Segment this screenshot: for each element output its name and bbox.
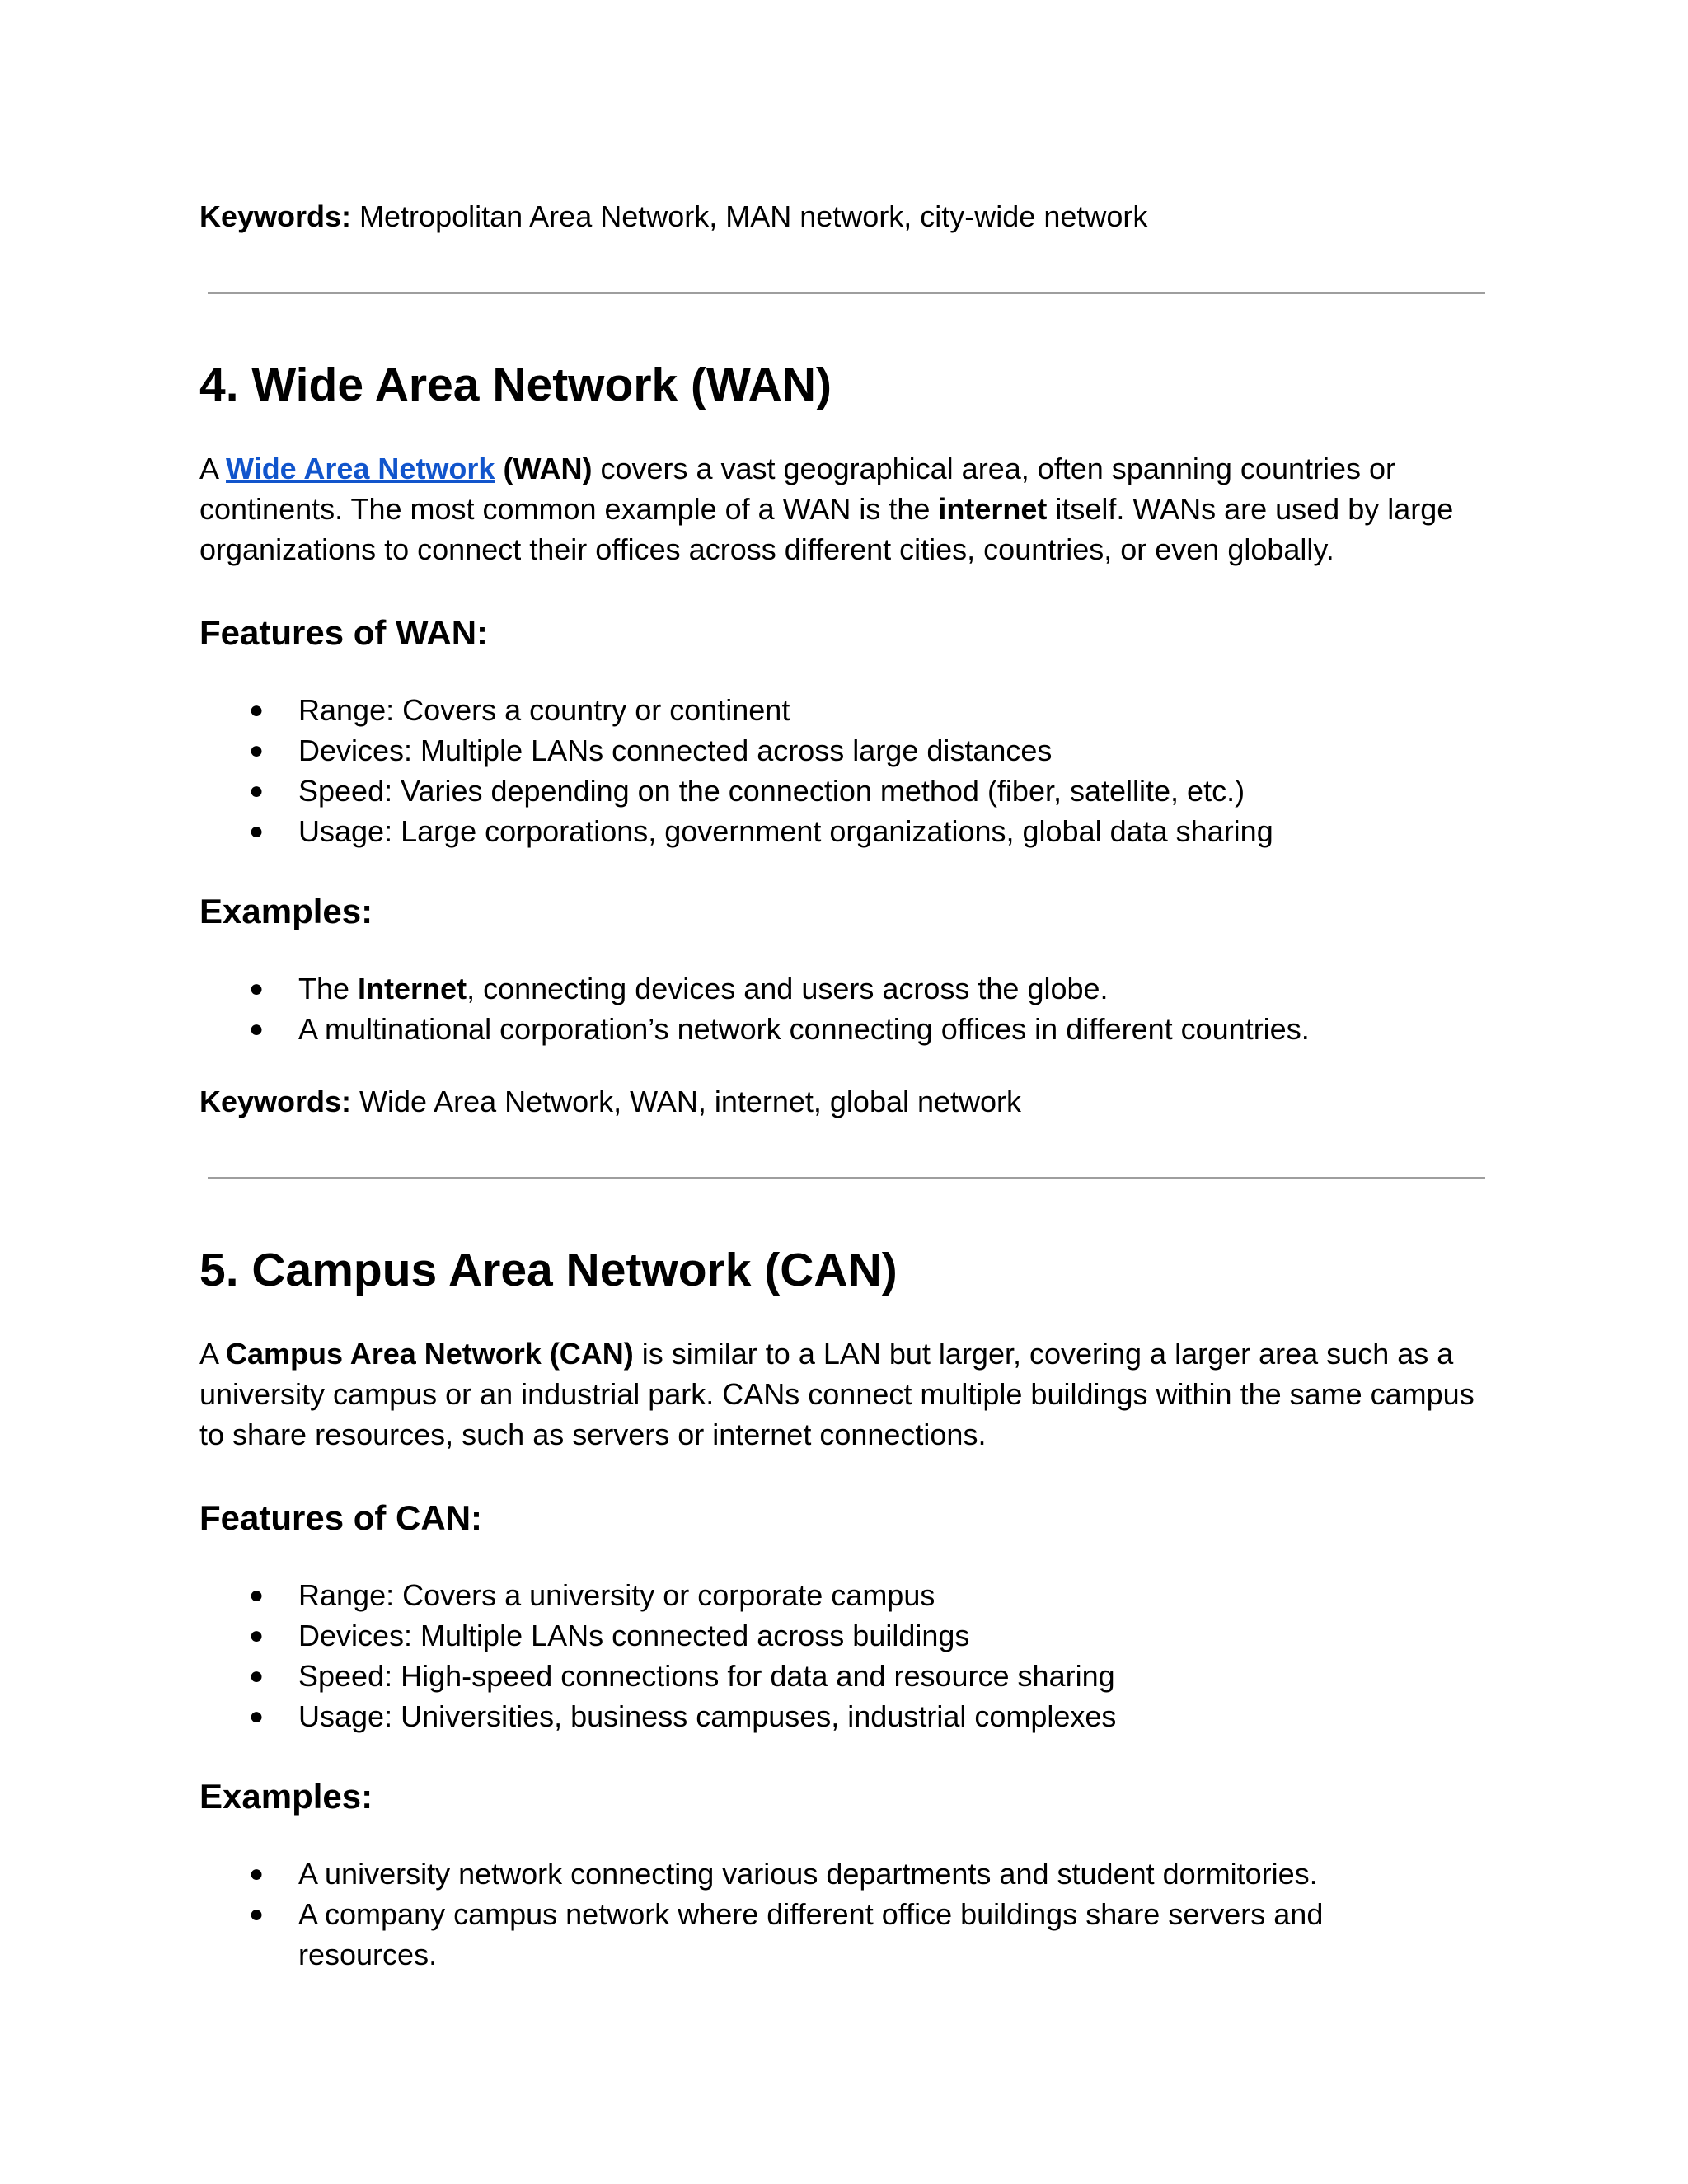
wan-features-heading: Features of WAN: bbox=[199, 613, 489, 652]
list-item bbox=[199, 811, 1493, 851]
list-item-text: A company campus network where different office buildings share servers and resources. bbox=[298, 1897, 1324, 1971]
list-item-text: Devices: Multiple LANs connected across large distances bbox=[298, 733, 1053, 767]
can-examples-heading: Examples: bbox=[199, 1777, 373, 1816]
list-item bbox=[199, 730, 1493, 771]
wan-examples-heading: Examples: bbox=[199, 892, 373, 930]
list-item bbox=[199, 1009, 1493, 1049]
keywords-label: Keywords: bbox=[199, 1085, 352, 1118]
internet-bold: internet bbox=[938, 492, 1048, 526]
list-item bbox=[199, 1615, 1493, 1656]
list-item-text: Range: Covers a university or corporate campus bbox=[298, 1578, 935, 1612]
list-item-text: Range: Covers a country or continent bbox=[298, 693, 790, 727]
wan-examples-list bbox=[199, 968, 1493, 1049]
bullet-icon: ● bbox=[249, 1582, 265, 1609]
can-heading: 5. Campus Area Network (CAN) bbox=[199, 1244, 898, 1296]
can-intro-text: A bbox=[199, 1337, 227, 1371]
bullet-icon: ● bbox=[249, 1900, 265, 1928]
bullet-icon: ● bbox=[249, 1015, 265, 1043]
bullet-icon: ● bbox=[249, 777, 265, 804]
wan-intro bbox=[199, 448, 1493, 569]
wan-intro-text: itself. WANs are used by large organizations to connect their offices across different cities, countries, or even globally. bbox=[199, 492, 1454, 566]
list-item bbox=[199, 1854, 1337, 1894]
list-item-text: Usage: Large corporations, government organizations, global data sharing bbox=[298, 814, 1273, 848]
bullet-icon: ● bbox=[249, 818, 265, 845]
list-item bbox=[199, 1656, 1493, 1696]
list-item-text: , connecting devices and users across the globe. bbox=[467, 972, 1109, 1005]
list-item bbox=[199, 1894, 1337, 1975]
wan-intro-text: covers a vast geographical area, often spanning countries or continents. The most common example of a WAN is the bbox=[199, 452, 1396, 526]
wan-keywords bbox=[199, 1081, 1493, 1122]
list-item bbox=[199, 968, 1493, 1009]
wan-features-list bbox=[199, 690, 1493, 851]
wan-heading: 4. Wide Area Network (WAN) bbox=[199, 359, 832, 411]
wan-abbrev: (WAN) bbox=[495, 452, 593, 485]
keywords-text: Metropolitan Area Network, MAN network, city-wide network bbox=[351, 199, 1148, 233]
can-features-list bbox=[199, 1575, 1493, 1736]
can-examples-list bbox=[199, 1854, 1337, 1975]
list-item bbox=[199, 1696, 1493, 1736]
man-keywords bbox=[199, 196, 1147, 237]
can-intro-text: is similar to a LAN but larger, covering a larger area such as a university campus or an industrial park. CANs connect multiple buildings within the same campus to share resources, such as servers or internet connections. bbox=[199, 1337, 1475, 1451]
list-item bbox=[199, 690, 1493, 730]
list-item-text: Speed: Varies depending on the connection method (fiber, satellite, etc.) bbox=[298, 774, 1245, 808]
bullet-icon: ● bbox=[249, 1662, 265, 1690]
wan-link[interactable]: Wide Area Network bbox=[226, 452, 495, 485]
keywords-label: Keywords: bbox=[199, 199, 352, 233]
keywords-text: Wide Area Network, WAN, internet, global network bbox=[351, 1085, 1022, 1118]
list-item-text: A university network connecting various departments and student dormitories. bbox=[298, 1857, 1318, 1891]
wan-intro-text: A bbox=[199, 452, 227, 485]
bullet-icon: ● bbox=[249, 1703, 265, 1730]
list-item-text: Devices: Multiple LANs connected across buildings bbox=[298, 1619, 970, 1652]
section-divider bbox=[208, 292, 1485, 294]
list-item bbox=[199, 1575, 1493, 1615]
list-item-text: The bbox=[298, 972, 359, 1005]
can-intro bbox=[199, 1333, 1493, 1455]
list-item-text: A multinational corporation’s network connecting offices in different countries. bbox=[298, 1012, 1310, 1046]
internet-bold: Internet bbox=[358, 972, 467, 1005]
bullet-icon: ● bbox=[249, 1622, 265, 1649]
bullet-icon: ● bbox=[249, 696, 265, 724]
bullet-icon: ● bbox=[249, 1860, 265, 1887]
list-item-text: Speed: High-speed connections for data and resource sharing bbox=[298, 1659, 1115, 1693]
can-features-heading: Features of CAN: bbox=[199, 1498, 483, 1537]
section-divider bbox=[208, 1177, 1485, 1179]
can-bold: Campus Area Network (CAN) bbox=[226, 1337, 634, 1371]
list-item-text: Usage: Universities, business campuses, industrial complexes bbox=[298, 1699, 1117, 1733]
bullet-icon: ● bbox=[249, 737, 265, 764]
bullet-icon: ● bbox=[249, 975, 265, 1002]
list-item bbox=[199, 771, 1493, 811]
